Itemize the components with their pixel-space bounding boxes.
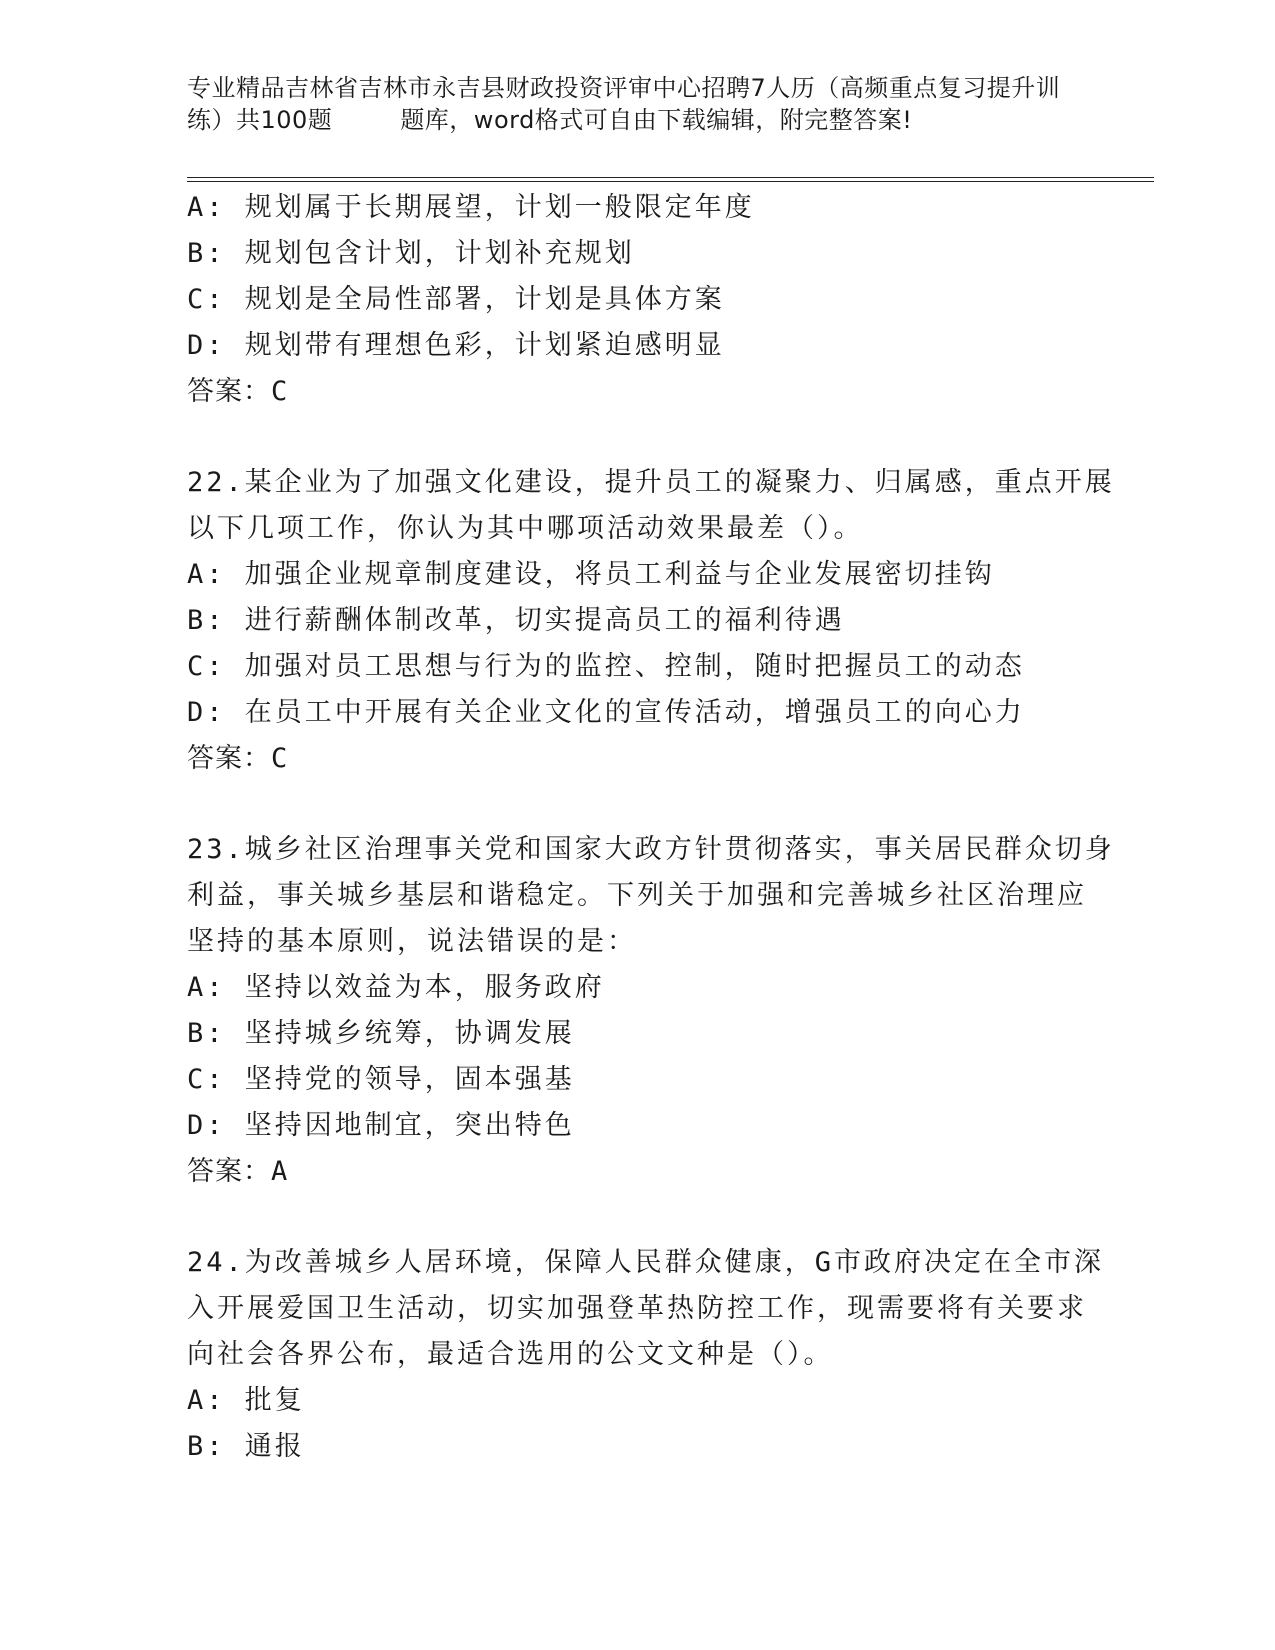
- question-23: [187, 827, 1115, 1195]
- question-21-tail: [187, 185, 1087, 415]
- q23-option-b: B: 坚持城乡统筹，协调发展: [187, 1018, 575, 1049]
- q24-stem-line-3: 向社会各界公布，最适合选用的公文文种是（）。: [187, 1339, 834, 1370]
- q21-option-d: D: 规划带有理想色彩，计划紧迫感明显: [187, 330, 725, 361]
- q23-option-a: A: 坚持以效益为本，服务政府: [187, 972, 605, 1003]
- q23-stem-line-1: 23.城乡社区治理事关党和国家大政方针贯彻落实，事关居民群众切身: [187, 834, 1115, 865]
- q22-option-c: C: 加强对员工思想与行为的监控、控制，随时把握员工的动态: [187, 651, 1025, 682]
- q24-stem-line-1: 24.为改善城乡人居环境，保障人民群众健康，G市政府决定在全市深: [187, 1247, 1105, 1278]
- question-spacer: [187, 1195, 1087, 1240]
- q22-option-d: D: 在员工中开展有关企业文化的宣传活动，增强员工的向心力: [187, 697, 1025, 728]
- q21-option-c: C: 规划是全局性部署，计划是具体方案: [187, 284, 725, 315]
- q22-answer: 答案：C: [187, 743, 289, 774]
- q23-stem-line-3: 坚持的基本原则，说法错误的是：: [187, 926, 637, 957]
- question-22: [187, 460, 1115, 782]
- q21-option-a: A: 规划属于长期展望，计划一般限定年度: [187, 192, 755, 223]
- q23-stem-line-2: 利益，事关城乡基层和谐稳定。下列关于加强和完善城乡社区治理应: [187, 880, 1087, 911]
- q22-option-a: A: 加强企业规章制度建设，将员工利益与企业发展密切挂钩: [187, 559, 995, 590]
- q21-option-b: B: 规划包含计划，计划补充规划: [187, 238, 635, 269]
- page-header: [187, 72, 1087, 136]
- q24-option-b: B: 通报: [187, 1431, 305, 1462]
- question-24: [187, 1240, 1105, 1470]
- header-title-line-1: 专业精品吉林省吉林市永吉县财政投资评审中心招聘7人历（高频重点复习提升训: [187, 74, 1061, 102]
- header-question-count: 练）共100题: [187, 106, 333, 134]
- q23-answer: 答案：A: [187, 1156, 289, 1187]
- q23-option-c: C: 坚持党的领导，固本强基: [187, 1064, 575, 1095]
- q22-stem-line-1: 22.某企业为了加强文化建设，提升员工的凝聚力、归属感，重点开展: [187, 467, 1115, 498]
- header-title-line-2: [187, 104, 1087, 136]
- q24-option-a: A: 批复: [187, 1385, 305, 1416]
- header-download-note: 题库，word格式可自由下载编辑，附完整答案!: [400, 106, 913, 134]
- header-double-rule: [187, 177, 1154, 182]
- question-content: [187, 185, 1115, 1470]
- q22-stem-line-2: 以下几项工作，你认为其中哪项活动效果最差（）。: [187, 513, 864, 544]
- q22-option-b: B: 进行薪酬体制改革，切实提高员工的福利待遇: [187, 605, 845, 636]
- question-spacer: [187, 782, 1087, 827]
- question-spacer: [187, 415, 1087, 460]
- q23-option-d: D: 坚持因地制宜，突出特色: [187, 1110, 575, 1141]
- q21-answer: 答案：C: [187, 376, 289, 407]
- q24-stem-line-2: 入开展爱国卫生活动，切实加强登革热防控工作，现需要将有关要求: [187, 1293, 1087, 1324]
